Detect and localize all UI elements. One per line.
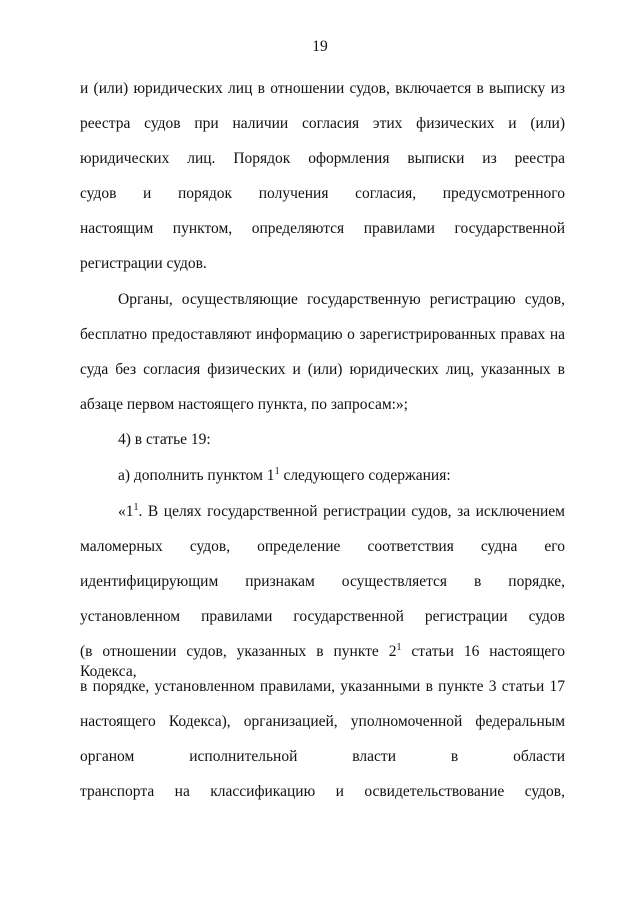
text-line: реестра судов при наличии согласия этих физических и (или) bbox=[80, 115, 565, 132]
text-line bbox=[118, 502, 565, 522]
text-fragment: статьи 16 настоящего Кодекса, bbox=[80, 643, 565, 680]
text-line: регистрации судов. bbox=[80, 255, 207, 272]
text-line: 4) в статье 19: bbox=[118, 431, 211, 448]
text-line bbox=[80, 642, 565, 680]
text-line: установленном правилами государственной регистрации судов bbox=[80, 608, 565, 625]
text-line: юридических лиц. Порядок оформления выписки из реестра bbox=[80, 150, 565, 167]
text-fragment: следующего содержания: bbox=[279, 467, 451, 484]
text-line: и (или) юридических лиц в отношении судов, включается в выписку из bbox=[80, 80, 565, 97]
text-line: органом исполнительной власти в области bbox=[80, 748, 565, 765]
text-line: транспорта на классификацию и освидетельствование судов, bbox=[80, 783, 565, 800]
text-fragment: . В целях государственной регистрации судов, за исключением bbox=[138, 503, 565, 520]
text-line: абзаце первом настоящего пункта, по запросам:»; bbox=[80, 396, 408, 413]
superscript: 1 bbox=[133, 502, 139, 513]
text-line: судов и порядок получения согласия, предусмотренного bbox=[80, 185, 565, 202]
text-line: настоящим пунктом, определяются правилами государственной bbox=[80, 220, 565, 237]
text-line: суда без согласия физических и (или) юридических лиц, указанных в bbox=[80, 361, 565, 378]
text-line bbox=[118, 466, 565, 486]
superscript: 1 bbox=[396, 642, 402, 653]
text-fragment: (в отношении судов, указанных в пункте 2 bbox=[80, 643, 397, 660]
text-fragment: «1 bbox=[118, 503, 134, 520]
text-line: в порядке, установленном правилами, указанными в пункте 3 статьи 17 bbox=[80, 678, 565, 695]
text-line: маломерных судов, определение соответствия судна его bbox=[80, 538, 565, 555]
text-line: бесплатно предоставляют информацию о зарегистрированных правах на bbox=[80, 326, 565, 343]
superscript: 1 bbox=[274, 466, 280, 477]
text-line: Органы, осуществляющие государственную регистрацию судов, bbox=[118, 291, 565, 308]
page-number: 19 bbox=[312, 38, 328, 55]
text-line: настоящего Кодекса), организацией, уполномоченной федеральным bbox=[80, 713, 565, 730]
text-fragment: а) дополнить пунктом 1 bbox=[118, 467, 275, 484]
text-line: идентифицирующим признакам осуществляется в порядке, bbox=[80, 573, 565, 590]
